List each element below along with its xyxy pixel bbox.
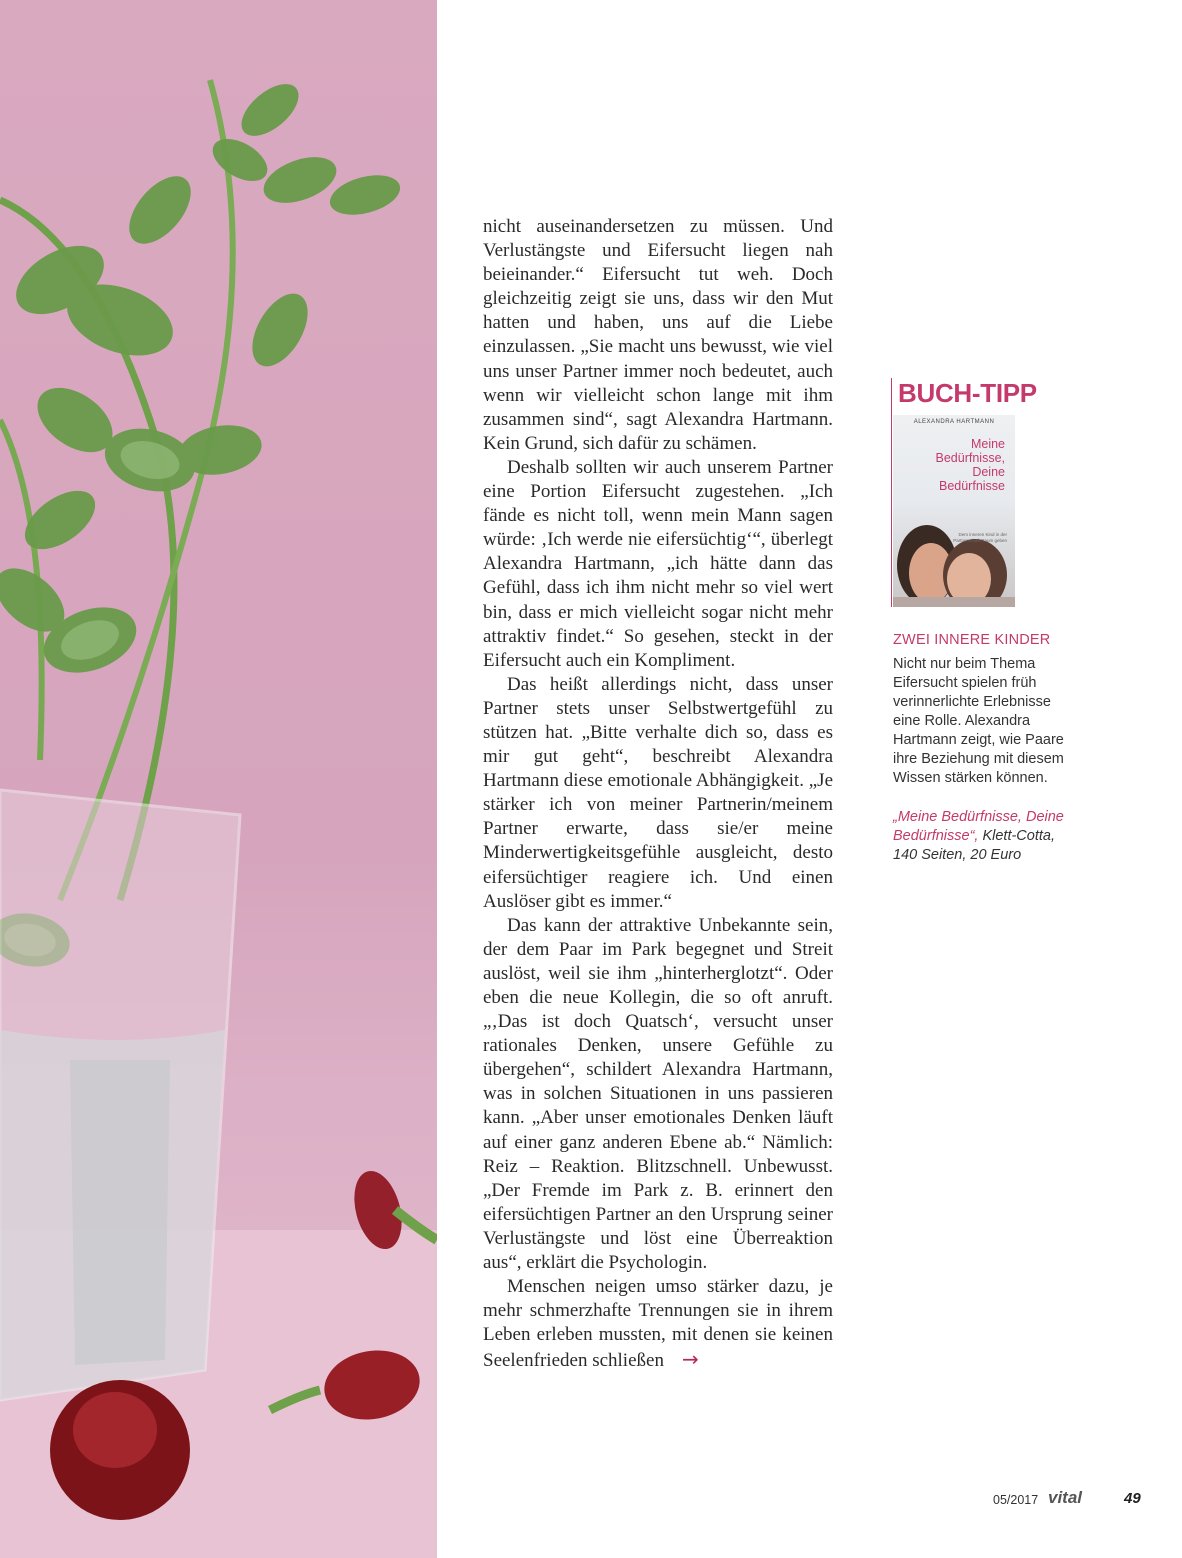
book-cover-title-line: Bedürfnisse: [938, 479, 1005, 493]
issue-date: 05/2017: [993, 1493, 1039, 1507]
continue-arrow-icon: →: [681, 1347, 699, 1372]
book-cover-title: [936, 437, 1005, 493]
page-number: 49: [1124, 1490, 1141, 1507]
article-paragraph: Das kann der attraktive Unbekannte sein, der dem Paar im Park begegnet und Streit auslöst, weil sie ihm „hinterherglotzt“. Oder eben die neue Kollegin, die so oft anruft. „‚Das ist doch Quatsch‘, versucht unser rationales Denken, unsere Gefühle zu übergehen“, schildert Alexandra Hartmann, was in solchen Situationen in uns passieren kann. „Aber unser emotionales Denken läuft auf einer ganz anderen Ebene ab.“ Nämlich: Reiz – Reaktion. Blitzschnell. Unbewusst. „Der Fremde im Park z. B. erinnert den eifersüchtigen Partner an den Ursprung seiner Verlustängste und löst eine Überreaktion aus“, erklärt die Psychologin.: [483, 914, 833, 1274]
rose-vase-photo: [0, 0, 437, 1558]
article-paragraph: nicht auseinandersetzen zu müssen. Und Verlustängste und Eifersucht liegen nah beieinander.“ Eifersucht tut weh. Doch gleichzeitig zeigt sie uns, dass wir den Mut hatten und haben, uns auf die Liebe einzulassen. „Sie macht uns bewusst, wie viel uns unser Partner immer noch bedeutet, auch wenn wir vielleicht schon lange mit ihm zusammen sind“, sagt Alexandra Hartmann. Kein Grund, sich dafür zu schämen.: [483, 216, 833, 454]
article-paragraph-text: Menschen neigen umso stärker dazu, je mehr schmerzhafte Trennungen sie in ihrem Leben erleben mussten, mit denen sie keinen Seelenfrieden schließen: [483, 1276, 833, 1372]
book-citation: [893, 808, 1078, 865]
sidebar-heading: ZWEI INNERE KINDER: [893, 632, 1051, 648]
book-cover-title-line: Bedürfnisse,: [935, 451, 1005, 465]
article-paragraph-last: [483, 1275, 833, 1373]
article-body: [483, 215, 833, 1374]
book-cover-subtitle: Dem inneren Kind in der Partnerschaft Raum geben: [953, 532, 1007, 543]
sidebar-body: Nicht nur beim Thema Eifersucht spielen früh verinnerlichte Erlebnisse eine Rolle. Alexandra Hartmann zeigt, wie Paare ihre Beziehung mit diesem Wissen stärken können.: [893, 656, 1064, 786]
book-cover-author: ALEXANDRA HARTMANN: [913, 419, 995, 425]
article-paragraph: Deshalb sollten wir auch unserem Partner eine Portion Eifersucht zugestehen. „Ich fände es nicht toll, wenn mein Mann sagen würde: ‚Ich werde nie eifersüchtig‘“, überlegt Alexandra Hartmann, „ich hätte dann das Gefühl, dass ich ihm nicht mehr so viel wert bin, dass er mich vielleicht sogar nicht mehr attraktiv findet.“ So gesehen, steckt in der Eifersucht auch ein Kompliment.: [483, 456, 833, 671]
article-paragraph: Das heißt allerdings nicht, dass unser Partner stets unser Selbstwertgefühl zu stützen hat. „Bitte verhalte dich so, dass es mir gut geht“, beschreibt Alexandra Hartmann diese emotionale Abhängigkeit. „Je stärker ich von meiner Partnerin/meinem Partner erwarte, dass sie/er meine Minderwertigkeitsgefühle ausgleicht, desto eifersüchtiger reagiere ich. Und einen Auslöser gibt es immer.“: [483, 673, 833, 912]
book-cover-title-line: Deine: [972, 465, 1005, 479]
magazine-logo: vital: [1048, 1488, 1083, 1507]
rose-vase-illustration: [0, 0, 437, 1558]
book-cover: [893, 415, 1015, 607]
book-citation-title: „Meine Bedürfnisse, Deine Bedürfnisse“,: [893, 809, 1064, 844]
book-tip-box: [891, 378, 1082, 607]
book-cover-title-line: Meine: [970, 437, 1005, 451]
book-citation-details: Klett-Cotta, 140 Seiten, 20 Euro: [893, 828, 1055, 863]
book-tip-title: BUCH-TIPP: [898, 378, 1037, 408]
